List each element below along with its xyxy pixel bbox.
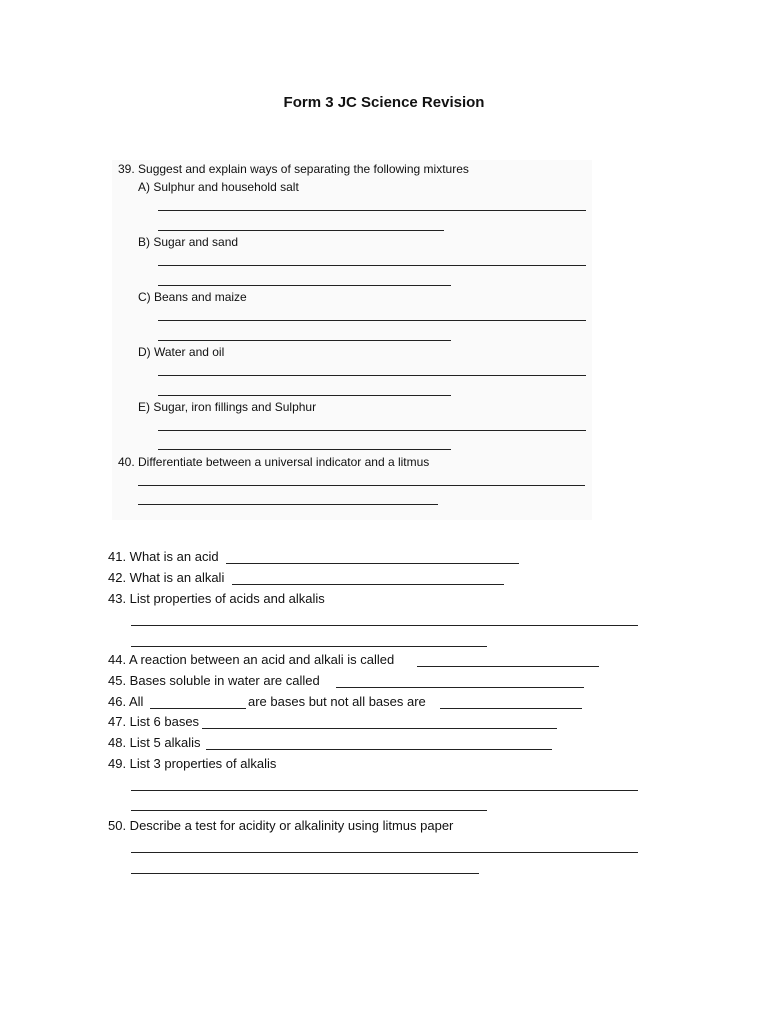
answer-line[interactable] [158, 285, 451, 286]
answer-line[interactable] [158, 395, 451, 396]
question-41: 41. What is an acid [108, 549, 219, 564]
answer-line[interactable] [202, 728, 557, 729]
answer-line[interactable] [158, 230, 444, 231]
question-42: 42. What is an alkali [108, 570, 225, 585]
question-46-start: 46. All [108, 694, 144, 709]
answer-line[interactable] [131, 625, 638, 626]
answer-line[interactable] [131, 852, 638, 853]
answer-line[interactable] [138, 485, 585, 486]
answer-line[interactable] [206, 749, 552, 750]
answer-line[interactable] [232, 584, 504, 585]
answer-line[interactable] [131, 646, 487, 647]
question-46-end: are bases but not all bases are [248, 694, 426, 709]
answer-line[interactable] [150, 708, 246, 709]
answer-line[interactable] [158, 340, 451, 341]
answer-line[interactable] [158, 265, 586, 266]
answer-line[interactable] [440, 708, 582, 709]
question-47: 47. List 6 bases [108, 714, 200, 729]
question-48: 48. List 5 alkalis [108, 735, 201, 750]
question-39-item-d: D) Water and oil [138, 345, 225, 359]
question-39-item-b: B) Sugar and sand [138, 235, 239, 249]
question-39-prompt: 39. Suggest and explain ways of separating the following mixtures [118, 162, 469, 176]
answer-line[interactable] [158, 430, 586, 431]
question-44: 44. A reaction between an acid and alkali is called [108, 652, 395, 667]
question-39-item-e: E) Sugar, iron fillings and Sulphur [138, 400, 317, 414]
answer-line[interactable] [158, 375, 586, 376]
question-45: 45. Bases soluble in water are called [108, 673, 320, 688]
question-40: 40. Differentiate between a universal indicator and a litmus [118, 455, 430, 469]
question-39-item-c: C) Beans and maize [138, 290, 247, 304]
question-39-item-a: A) Sulphur and household salt [138, 180, 299, 194]
answer-line[interactable] [138, 504, 438, 505]
answer-line[interactable] [158, 320, 586, 321]
page-title: Form 3 JC Science Revision [283, 94, 485, 111]
answer-line[interactable] [131, 873, 479, 874]
answer-line[interactable] [158, 449, 451, 450]
question-43: 43. List properties of acids and alkalis [108, 591, 325, 606]
answer-line[interactable] [131, 790, 638, 791]
answer-line[interactable] [336, 687, 584, 688]
answer-line[interactable] [417, 666, 599, 667]
answer-line[interactable] [158, 210, 586, 211]
answer-line[interactable] [131, 810, 487, 811]
answer-line[interactable] [226, 563, 519, 564]
question-50: 50. Describe a test for acidity or alkalinity using litmus paper [108, 818, 454, 833]
question-49: 49. List 3 properties of alkalis [108, 756, 277, 771]
